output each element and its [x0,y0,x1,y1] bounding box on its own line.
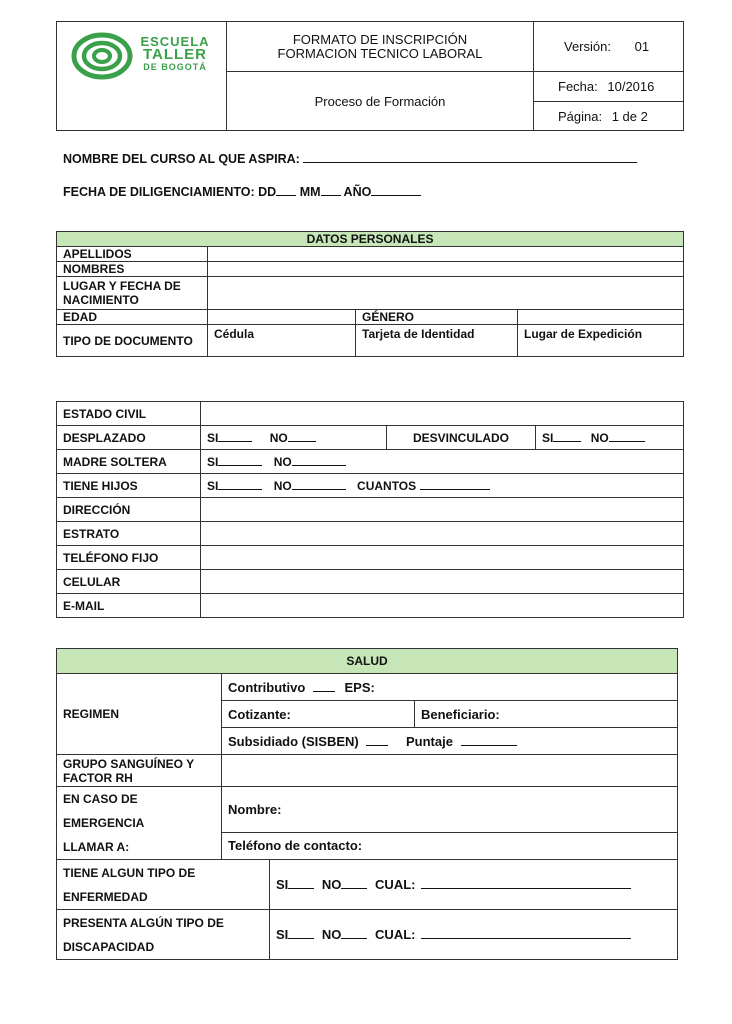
emergency-label: EN CASO DE EMERGENCIA LLAMAR A: [57,787,222,860]
logo-text: ESCUELA TALLER DE BOGOTÁ [140,34,210,72]
emergency-name-input[interactable]: Nombre: [222,787,678,833]
civil-status-input[interactable] [201,402,684,426]
beneficiary-option[interactable]: Beneficiario: [415,701,678,728]
address-input[interactable] [201,498,684,522]
single-mother-label: MADRE SOLTERA [57,450,201,474]
subsidized-row[interactable]: Subsidiado (SISBEN) Puntaje [222,728,678,755]
form-title: FORMATO DE INSCRIPCIÓN FORMACION TECNICO LABORAL [227,22,534,72]
age-label: EDAD [57,310,208,325]
contributor-option[interactable]: Cotizante: [222,701,415,728]
age-input[interactable] [208,310,356,325]
unlinked-label: DESVINCULADO [387,426,536,450]
blood-type-input[interactable] [222,755,678,787]
mm-blank[interactable] [321,184,341,196]
header-table [56,21,684,131]
birth-input[interactable] [208,277,684,310]
personal-data-title: DATOS PERSONALES [57,232,684,247]
phone-label: TELÉFONO FIJO [57,546,201,570]
phone-input[interactable] [201,546,684,570]
date-cell: Fecha: 10/2016 [534,72,684,102]
version-cell: Versión: 01 [534,22,684,72]
blood-type-label: GRUPO SANGUÍNEO Y FACTOR RH [57,755,222,787]
displaced-label: DESPLAZADO [57,426,201,450]
email-input[interactable] [201,594,684,618]
health-title: SALUD [57,649,678,674]
year-blank[interactable] [371,184,421,196]
logo-cell [57,22,227,131]
year-label: AÑO [343,185,372,199]
dd-label: DD [258,185,277,199]
stratum-input[interactable] [201,522,684,546]
fill-date-label: FECHA DE DILIGENCIAMIENTO: [63,185,255,199]
illness-options[interactable]: SI NO CUAL: [270,860,678,910]
logo-icon [71,32,133,80]
displaced-options[interactable]: SI NO [201,426,387,450]
doc-type-label: TIPO DE DOCUMENTO [57,325,208,357]
issue-place-label[interactable]: Lugar de Expedición [518,325,684,357]
process-cell: Proceso de Formación [227,72,534,131]
emergency-phone-input[interactable]: Teléfono de contacto: [222,832,678,859]
dd-blank[interactable] [276,184,296,196]
status-table [56,401,684,618]
regime-label: REGIMEN [57,674,222,755]
illness-label: TIENE ALGUN TIPO DE ENFERMEDAD [57,860,270,910]
children-label: TIENE HIJOS [57,474,201,498]
birth-label: LUGAR Y FECHA DE NACIMIENTO [57,277,208,310]
gender-label: GÉNERO [356,310,518,325]
fill-date-field [63,184,421,199]
names-input[interactable] [208,262,684,277]
disability-label: PRESENTA ALGÚN TIPO DE DISCAPACIDAD [57,910,270,960]
id-card-option[interactable]: Tarjeta de Identidad [356,325,518,357]
surnames-input[interactable] [208,247,684,262]
course-blank[interactable] [303,151,637,163]
mobile-input[interactable] [201,570,684,594]
email-label: E-MAIL [57,594,201,618]
course-label: NOMBRE DEL CURSO AL QUE ASPIRA: [63,152,300,166]
names-label: NOMBRES [57,262,208,277]
children-options[interactable]: SI NO CUANTOS [201,474,684,498]
address-label: DIRECCIÓN [57,498,201,522]
cedula-option[interactable]: Cédula [208,325,356,357]
contributive-row[interactable]: Contributivo EPS: [222,674,678,701]
personal-data-table [56,231,684,357]
gender-input[interactable] [518,310,684,325]
unlinked-options[interactable]: SI NO [536,426,684,450]
stratum-label: ESTRATO [57,522,201,546]
single-mother-options[interactable]: SI NO [201,450,684,474]
civil-status-label: ESTADO CIVIL [57,402,201,426]
disability-options[interactable]: SI NO CUAL: [270,910,678,960]
mobile-label: CELULAR [57,570,201,594]
mm-label: MM [299,185,321,199]
health-table [56,648,678,960]
surnames-label: APELLIDOS [57,247,208,262]
page-cell: Página: 1 de 2 [534,102,684,131]
course-field[interactable] [63,151,637,166]
